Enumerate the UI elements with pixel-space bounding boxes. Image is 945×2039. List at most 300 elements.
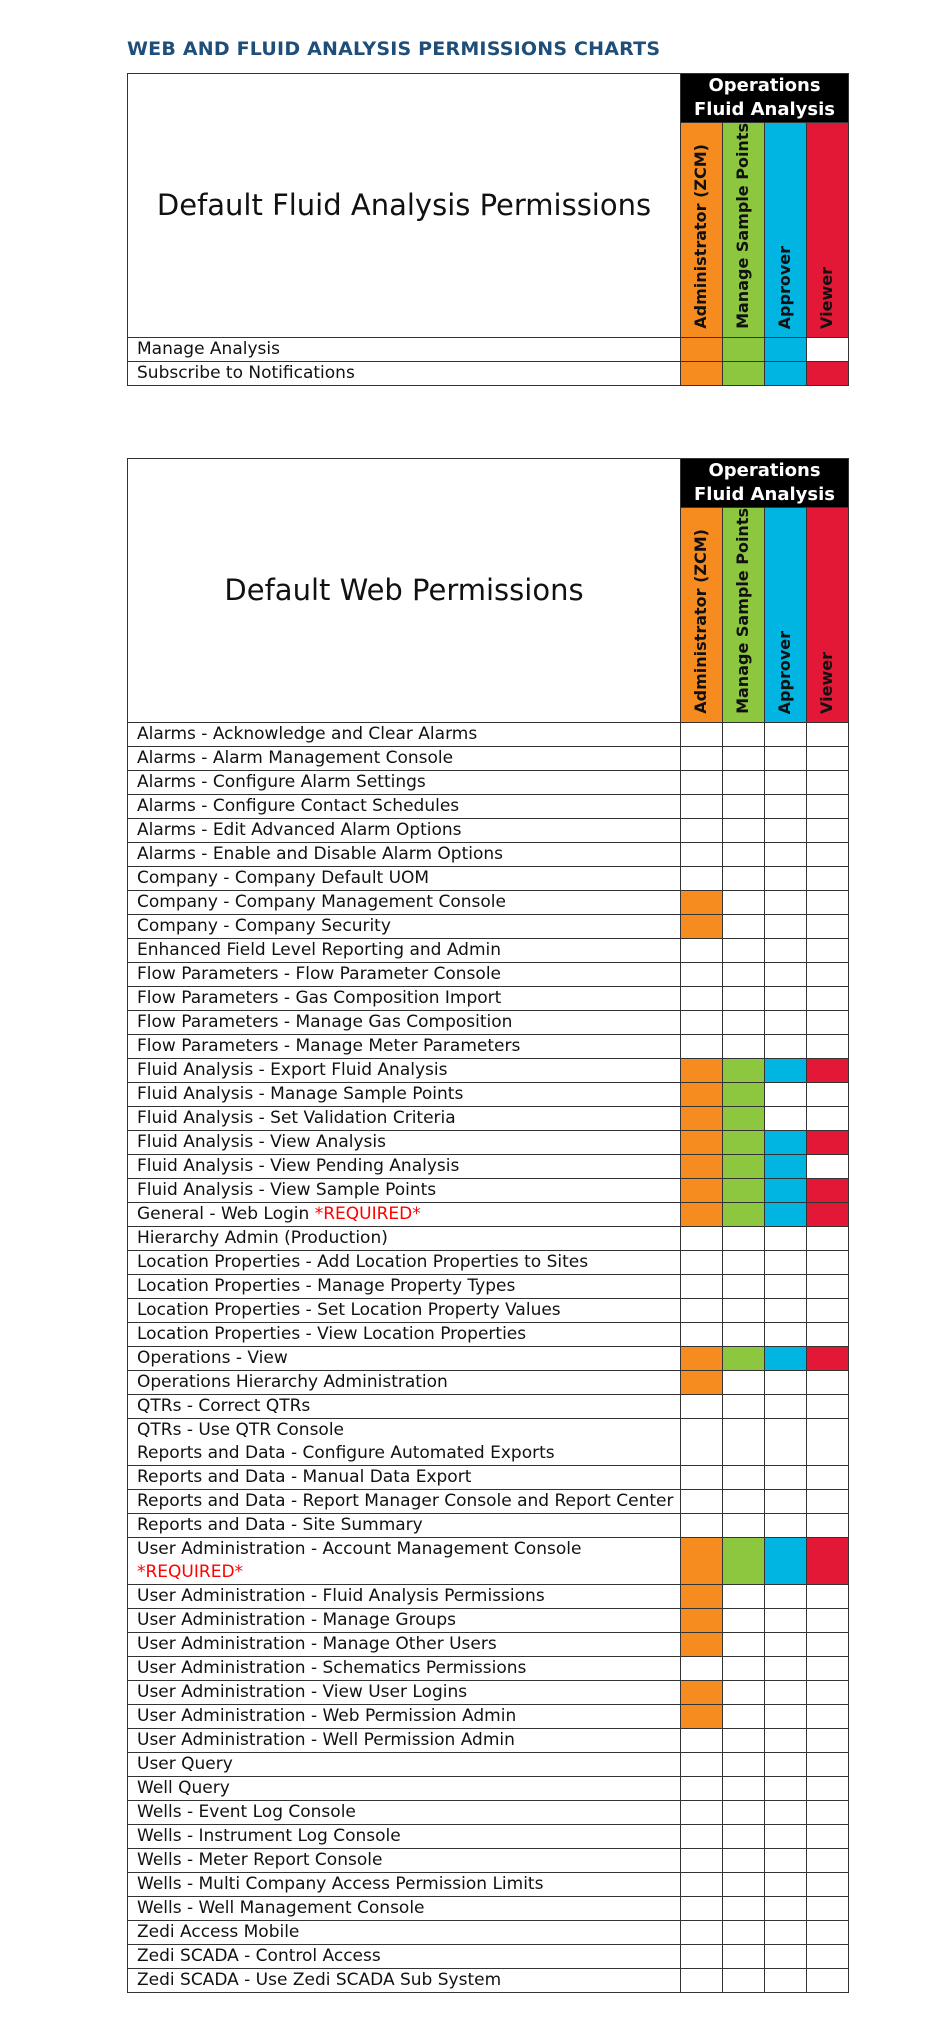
page-title: WEB AND FLUID ANALYSIS PERMISSIONS CHARTS [127,38,661,60]
permission-name: Fluid Analysis - View Analysis [137,1131,386,1152]
permission-cell-approver [765,938,807,962]
permission-label [128,890,681,914]
permission-label [128,866,681,890]
permission-cell-admin [681,1656,723,1680]
permission-cell-approver [765,361,807,385]
permission-name: Flow Parameters - Gas Composition Import [137,987,502,1008]
permission-label [128,1202,681,1226]
permission-label [128,1370,681,1394]
permission-cell-manage-sample-points [723,1154,765,1178]
permission-cell-manage-sample-points [723,866,765,890]
permission-cell-approver [765,1656,807,1680]
permission-cell-approver [765,1106,807,1130]
permission-cell-viewer [807,1513,849,1537]
permission-cell-viewer [807,1680,849,1704]
permission-cell-viewer [807,986,849,1010]
permission-label [128,1728,681,1752]
permission-name: Company - Company Security [137,915,391,936]
permission-cell-admin [681,1632,723,1656]
table-row [128,1944,849,1968]
table-row [128,1394,849,1418]
permission-cell-approver [765,1872,807,1896]
permission-label [128,1010,681,1034]
group-header: Operations Fluid Analysis [681,74,849,123]
table-row [128,1513,849,1537]
table-row [128,1704,849,1728]
permission-cell-manage-sample-points [723,1298,765,1322]
role-header-manage-sample-points [723,123,765,338]
permission-cell-viewer [807,1608,849,1632]
permission-cell-approver [765,1680,807,1704]
permission-cell-manage-sample-points [723,818,765,842]
role-label: Viewer [817,266,836,329]
permission-cell-manage-sample-points [723,1322,765,1346]
permission-cell-manage-sample-points [723,1082,765,1106]
permission-cell-approver [765,1848,807,1872]
permission-cell-manage-sample-points [723,1346,765,1370]
permission-cell-viewer [807,1776,849,1800]
permission-label [128,986,681,1010]
permission-cell-manage-sample-points [723,1632,765,1656]
permission-cell-admin [681,722,723,746]
permission-cell-approver [765,866,807,890]
permission-cell-manage-sample-points [723,794,765,818]
permission-cell-viewer [807,1824,849,1848]
table-row [128,1968,849,1992]
permission-cell-manage-sample-points [723,1106,765,1130]
permission-name: Alarms - Configure Alarm Settings [137,771,426,792]
table-row [128,1776,849,1800]
permission-cell-manage-sample-points [723,1418,765,1465]
permission-name: Zedi SCADA - Use Zedi SCADA Sub System [137,1969,502,1990]
permission-cell-admin [681,361,723,385]
permission-label [128,1872,681,1896]
permission-cell-approver [765,986,807,1010]
permission-cell-admin [681,962,723,986]
permission-cell-viewer [807,770,849,794]
permission-label [128,1800,681,1824]
permission-cell-approver [765,337,807,361]
permission-name: Fluid Analysis - View Sample Points [137,1179,437,1200]
permission-cell-admin [681,337,723,361]
permission-cell-viewer [807,1370,849,1394]
permission-cell-viewer [807,1944,849,1968]
permission-cell-manage-sample-points [723,1130,765,1154]
permission-cell-viewer [807,361,849,385]
permission-cell-approver [765,1584,807,1608]
permission-label [128,938,681,962]
permission-name: Enhanced Field Level Reporting and Admin [137,939,502,960]
permission-cell-approver [765,1752,807,1776]
permission-cell-admin [681,914,723,938]
permission-cell-manage-sample-points [723,1537,765,1584]
permission-cell-approver [765,1728,807,1752]
permission-cell-manage-sample-points [723,1920,765,1944]
table-row [128,1034,849,1058]
permission-cell-viewer [807,1728,849,1752]
permission-cell-manage-sample-points [723,1752,765,1776]
table-row [128,1896,849,1920]
table-row [128,1608,849,1632]
permission-cell-admin [681,1680,723,1704]
permission-name: User Administration - Schematics Permissions [137,1657,527,1678]
permission-cell-viewer [807,1082,849,1106]
permission-cell-viewer [807,1274,849,1298]
permission-cell-admin [681,1226,723,1250]
permission-label [128,1106,681,1130]
permission-cell-admin [681,1465,723,1489]
permission-cell-manage-sample-points [723,1178,765,1202]
permission-cell-approver [765,1346,807,1370]
permission-cell-manage-sample-points [723,1896,765,1920]
permission-cell-viewer [807,1752,849,1776]
table-row [128,1082,849,1106]
permission-name: Fluid Analysis - Manage Sample Points [137,1083,464,1104]
permission-cell-viewer [807,1537,849,1584]
permission-label [128,746,681,770]
permission-cell-viewer [807,1130,849,1154]
table-row [128,770,849,794]
permission-cell-manage-sample-points [723,890,765,914]
permission-name: Wells - Well Management Console [137,1897,425,1918]
table-row [128,842,849,866]
permission-label [128,770,681,794]
permission-cell-approver [765,794,807,818]
permission-cell-admin [681,1824,723,1848]
permission-label [128,1418,681,1465]
permission-cell-approver [765,1944,807,1968]
permission-cell-approver [765,1058,807,1082]
permission-cell-viewer [807,1465,849,1489]
permission-name: Wells - Instrument Log Console [137,1825,401,1846]
permission-cell-manage-sample-points [723,842,765,866]
role-header-admin [681,508,723,723]
permission-label [128,1632,681,1656]
permission-name: QTRs - Use QTR Console [137,1419,345,1440]
table-row [128,1632,849,1656]
permission-name: QTRs - Correct QTRs [137,1395,311,1416]
permission-cell-viewer [807,1418,849,1465]
permission-name: Location Properties - Add Location Properties to Sites [137,1251,589,1272]
permission-label [128,1082,681,1106]
permission-label [128,914,681,938]
table-row [128,1848,849,1872]
permission-cell-admin [681,818,723,842]
permission-label [128,1226,681,1250]
permission-name: Subscribe to Notifications [137,362,355,383]
permission-name: Operations Hierarchy Administration [137,1371,448,1392]
permission-label [128,361,681,385]
role-header-viewer [807,123,849,338]
permission-cell-admin [681,1944,723,1968]
permission-name: Flow Parameters - Manage Gas Composition [137,1011,513,1032]
permission-cell-viewer [807,1010,849,1034]
permission-cell-admin [681,1370,723,1394]
permission-cell-admin [681,1154,723,1178]
permission-cell-viewer [807,337,849,361]
table-row [128,1920,849,1944]
permission-label [128,1298,681,1322]
permission-cell-viewer [807,1250,849,1274]
permission-cell-admin [681,770,723,794]
table-row [128,1250,849,1274]
permission-cell-manage-sample-points [723,1226,765,1250]
permission-cell-manage-sample-points [723,1250,765,1274]
permission-cell-admin [681,1848,723,1872]
required-flag: *REQUIRED* [137,1561,244,1582]
permission-cell-admin [681,1394,723,1418]
permission-cell-viewer [807,1202,849,1226]
permission-cell-viewer [807,1298,849,1322]
permission-cell-viewer [807,1584,849,1608]
permission-cell-approver [765,1920,807,1944]
permission-name: User Administration - Fluid Analysis Permissions [137,1585,545,1606]
permission-cell-admin [681,986,723,1010]
permission-cell-approver [765,1370,807,1394]
permission-cell-admin [681,1250,723,1274]
permission-label [128,1346,681,1370]
permission-name: Reports and Data - Configure Automated Exports [137,1442,555,1463]
permission-name: User Administration - Well Permission Admin [137,1729,515,1750]
permission-cell-viewer [807,1346,849,1370]
permission-cell-approver [765,1465,807,1489]
permission-cell-manage-sample-points [723,770,765,794]
table-row [128,1800,849,1824]
permission-name: Alarms - Enable and Disable Alarm Options [137,843,503,864]
permission-name: Alarms - Acknowledge and Clear Alarms [137,723,478,744]
permission-label [128,1656,681,1680]
table-row [128,938,849,962]
permission-label [128,794,681,818]
table-row [128,794,849,818]
permission-cell-manage-sample-points [723,1370,765,1394]
permission-cell-manage-sample-points [723,1968,765,1992]
web-permissions-table [127,458,849,1993]
web-table-title: Default Web Permissions [128,459,681,723]
permission-name: Zedi SCADA - Control Access [137,1945,381,1966]
table-row [128,1465,849,1489]
permission-cell-admin [681,1058,723,1082]
permission-cell-approver [765,1202,807,1226]
permission-cell-approver [765,1608,807,1632]
permission-label [128,1824,681,1848]
permission-cell-approver [765,1489,807,1513]
permission-cell-manage-sample-points [723,938,765,962]
permission-cell-approver [765,1154,807,1178]
permission-label [128,842,681,866]
table-row [128,1346,849,1370]
permission-cell-approver [765,1800,807,1824]
permission-cell-manage-sample-points [723,1010,765,1034]
permission-cell-admin [681,1322,723,1346]
table-row [128,1010,849,1034]
permission-cell-approver [765,1513,807,1537]
permission-name: Company - Company Management Console [137,891,506,912]
permission-cell-admin [681,1752,723,1776]
permission-label [128,1944,681,1968]
table-row [128,1298,849,1322]
permission-cell-manage-sample-points [723,1274,765,1298]
permission-name: Location Properties - Manage Property Types [137,1275,516,1296]
permission-cell-approver [765,1034,807,1058]
permission-label [128,1058,681,1082]
permission-cell-manage-sample-points [723,1202,765,1226]
permission-cell-admin [681,1106,723,1130]
permission-name: User Administration - Account Management Console [137,1538,582,1559]
table-row [128,818,849,842]
permission-cell-approver [765,746,807,770]
table-row [128,1680,849,1704]
permission-cell-admin [681,1274,723,1298]
permission-name: Company - Company Default UOM [137,867,430,888]
permission-cell-viewer [807,794,849,818]
permission-cell-admin [681,1202,723,1226]
permission-cell-viewer [807,1872,849,1896]
permission-cell-admin [681,866,723,890]
permission-cell-viewer [807,722,849,746]
permission-label [128,1154,681,1178]
permission-name: User Administration - Web Permission Admin [137,1705,517,1726]
permission-name: Reports and Data - Report Manager Console and Report Center [137,1490,674,1511]
permission-cell-approver [765,818,807,842]
permission-cell-approver [765,770,807,794]
permission-label [128,1848,681,1872]
permission-name: User Administration - Manage Other Users [137,1633,497,1654]
permission-cell-approver [765,1082,807,1106]
permission-cell-admin [681,746,723,770]
permission-label [128,1322,681,1346]
role-header-approver [765,123,807,338]
permission-cell-approver [765,1824,807,1848]
permission-cell-approver [765,1704,807,1728]
permission-cell-manage-sample-points [723,1608,765,1632]
permission-cell-viewer [807,1154,849,1178]
permission-name: Flow Parameters - Manage Meter Parameters [137,1035,521,1056]
permission-cell-admin [681,794,723,818]
permission-name: Alarms - Configure Contact Schedules [137,795,460,816]
permission-name: Reports and Data - Manual Data Export [137,1466,472,1487]
permission-cell-viewer [807,1226,849,1250]
permission-label [128,1513,681,1537]
permission-name: Zedi Access Mobile [137,1921,300,1942]
permission-cell-manage-sample-points [723,746,765,770]
role-header-approver [765,508,807,723]
permission-label [128,1130,681,1154]
permission-cell-manage-sample-points [723,914,765,938]
permission-cell-admin [681,1178,723,1202]
role-label: Administrator (ZCM) [691,144,710,329]
permission-cell-manage-sample-points [723,1656,765,1680]
table-row [128,1489,849,1513]
permission-cell-approver [765,722,807,746]
permission-cell-admin [681,1034,723,1058]
permission-label [128,1034,681,1058]
permission-cell-viewer [807,1106,849,1130]
permission-cell-admin [681,1489,723,1513]
permission-label [128,1394,681,1418]
permission-name: Location Properties - View Location Properties [137,1323,527,1344]
permission-cell-approver [765,1130,807,1154]
table-row [128,1537,849,1584]
permission-name: General - Web Login [137,1203,310,1224]
permission-label [128,1178,681,1202]
permission-cell-approver [765,1226,807,1250]
permission-cell-approver [765,1274,807,1298]
table-row [128,1728,849,1752]
permission-name: Well Query [137,1777,230,1798]
permission-cell-admin [681,1298,723,1322]
permission-cell-manage-sample-points [723,722,765,746]
permission-label [128,962,681,986]
permission-cell-approver [765,1394,807,1418]
table-row [128,866,849,890]
permission-cell-admin [681,890,723,914]
permission-cell-manage-sample-points [723,1848,765,1872]
permission-label [128,1250,681,1274]
fluid-permissions-table [127,73,849,386]
permission-cell-approver [765,890,807,914]
table-row [128,1202,849,1226]
permission-cell-manage-sample-points [723,1465,765,1489]
role-label: Approver [775,245,794,329]
permission-cell-viewer [807,746,849,770]
permission-label [128,1537,681,1584]
permission-name: Location Properties - Set Location Property Values [137,1299,561,1320]
permission-cell-manage-sample-points [723,986,765,1010]
permission-cell-manage-sample-points [723,962,765,986]
permission-cell-admin [681,1920,723,1944]
permission-cell-manage-sample-points [723,1034,765,1058]
role-header-admin [681,123,723,338]
permission-name: Hierarchy Admin (Production) [137,1227,388,1248]
permission-cell-viewer [807,1968,849,1992]
table-row [128,914,849,938]
permission-cell-approver [765,1010,807,1034]
permission-cell-manage-sample-points [723,1489,765,1513]
table-row [128,746,849,770]
permission-cell-admin [681,1608,723,1632]
permission-cell-manage-sample-points [723,1058,765,1082]
table-row [128,1154,849,1178]
table-row [128,1752,849,1776]
permission-cell-approver [765,1632,807,1656]
permission-name: Manage Analysis [137,338,280,359]
table-row [128,1226,849,1250]
permission-cell-viewer [807,1394,849,1418]
table-row [128,1274,849,1298]
permission-cell-viewer [807,1704,849,1728]
table-row [128,1584,849,1608]
permission-cell-manage-sample-points [723,1513,765,1537]
permission-label [128,722,681,746]
permission-cell-manage-sample-points [723,1800,765,1824]
permission-label [128,1608,681,1632]
table-row [128,1418,849,1465]
permission-cell-viewer [807,1896,849,1920]
table-row [128,361,849,385]
permission-cell-admin [681,1130,723,1154]
permission-name: Reports and Data - Site Summary [137,1514,423,1535]
permission-cell-approver [765,1776,807,1800]
permission-cell-viewer [807,1656,849,1680]
permission-name: Fluid Analysis - Export Fluid Analysis [137,1059,448,1080]
permission-cell-approver [765,1298,807,1322]
permission-cell-viewer [807,1632,849,1656]
permission-name: Wells - Multi Company Access Permission Limits [137,1873,544,1894]
permission-name: Operations - View [137,1347,288,1368]
permission-cell-manage-sample-points [723,1872,765,1896]
permission-label [128,1968,681,1992]
